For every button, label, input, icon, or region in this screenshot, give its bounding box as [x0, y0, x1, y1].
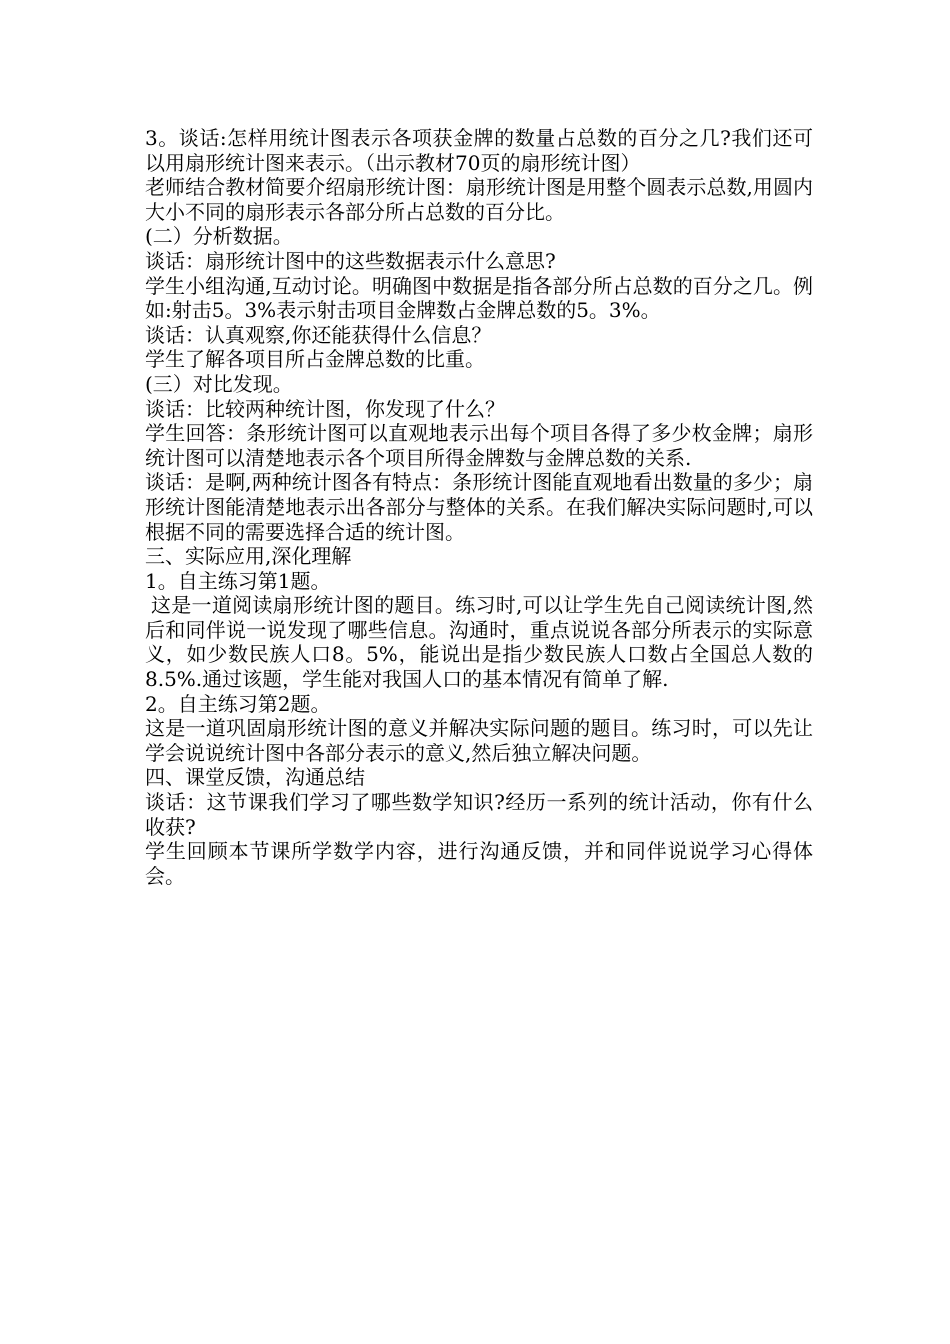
paragraph-exercise-1-title: 1。自主练习第1题。	[145, 568, 331, 593]
paragraph-exercise-2-title: 2。自主练习第2题。	[145, 691, 331, 716]
paragraph-student-answer: 学生回答：条形统计图可以直观地表示出每个项目各得了多少枚金牌；扇形统计图可以清楚地表示各个项目所得金牌数与金牌总数的关系.	[145, 421, 813, 470]
paragraph-teacher-intro: 老师结合教材简要介绍扇形统计图：扇形统计图是用整个圆表示总数,用圆内大小不同的扇形表示各部分所占总数的百分比。	[145, 175, 813, 224]
paragraph-talk-observe: 谈话：认真观察,你还能获得什么信息？	[145, 322, 492, 347]
paragraph-exercise-1-body: 这是一道阅读扇形统计图的题目。练习时,可以让学生先自己阅读统计图,然后和同伴说一说发现了哪些信息。沟通时，重点说说各部分所表示的实际意义，如少数民族人口8。5%，能说出是指少数民族人口数占全国总人数的8.5%.通过该题，学生能对我国人口的基本情况有简单了解.	[145, 593, 813, 692]
paragraph-students-understand: 学生了解各项目所占金牌总数的比重。	[145, 347, 485, 372]
section-heading-feedback: 四、课堂反馈，沟通总结	[145, 765, 365, 790]
paragraph-talk-meaning: 谈话：扇形统计图中的这些数据表示什么意思?	[145, 248, 556, 273]
paragraph-exercise-2-body: 这是一道巩固扇形统计图的意义并解决实际问题的题目。练习时，可以先让学会说说统计图中各部分表示的意义,然后独立解决问题。	[145, 716, 813, 765]
paragraph-talk-features: 谈话：是啊,两种统计图各有特点：条形统计图能直观地看出数量的多少；扇形统计图能清楚地表示出各部分与整体的关系。在我们解决实际问题时,可以根据不同的需要选择合适的统计图。	[145, 470, 813, 544]
paragraph-talk-3: 3。谈话:怎样用统计图表示各项获金牌的数量占总数的百分之几?我们还可以用扇形统计图来表示。（出示教材70页的扇形统计图）	[145, 126, 813, 175]
paragraph-group-discussion: 学生小组沟通,互动讨论。明确图中数据是指各部分所占总数的百分之几。例如:射击5。3%表示射击项目金牌数占金牌总数的5。3%。	[145, 273, 813, 323]
paragraph-talk-summary: 谈话：这节课我们学习了哪些数学知识?经历一系列的统计活动，你有什么收获?	[145, 790, 813, 839]
paragraph-talk-compare: 谈话：比较两种统计图，你发现了什么？	[145, 396, 505, 421]
paragraph-student-review: 学生回顾本节课所学数学内容，进行沟通反馈，并和同伴说说学习心得体会。	[145, 839, 813, 888]
section-heading-application: 三、实际应用,深化理解	[145, 544, 352, 569]
document-body	[145, 126, 813, 888]
section-heading-compare: (三）对比发现。	[145, 371, 293, 396]
section-heading-analyze-data: (二）分析数据。	[145, 224, 293, 249]
